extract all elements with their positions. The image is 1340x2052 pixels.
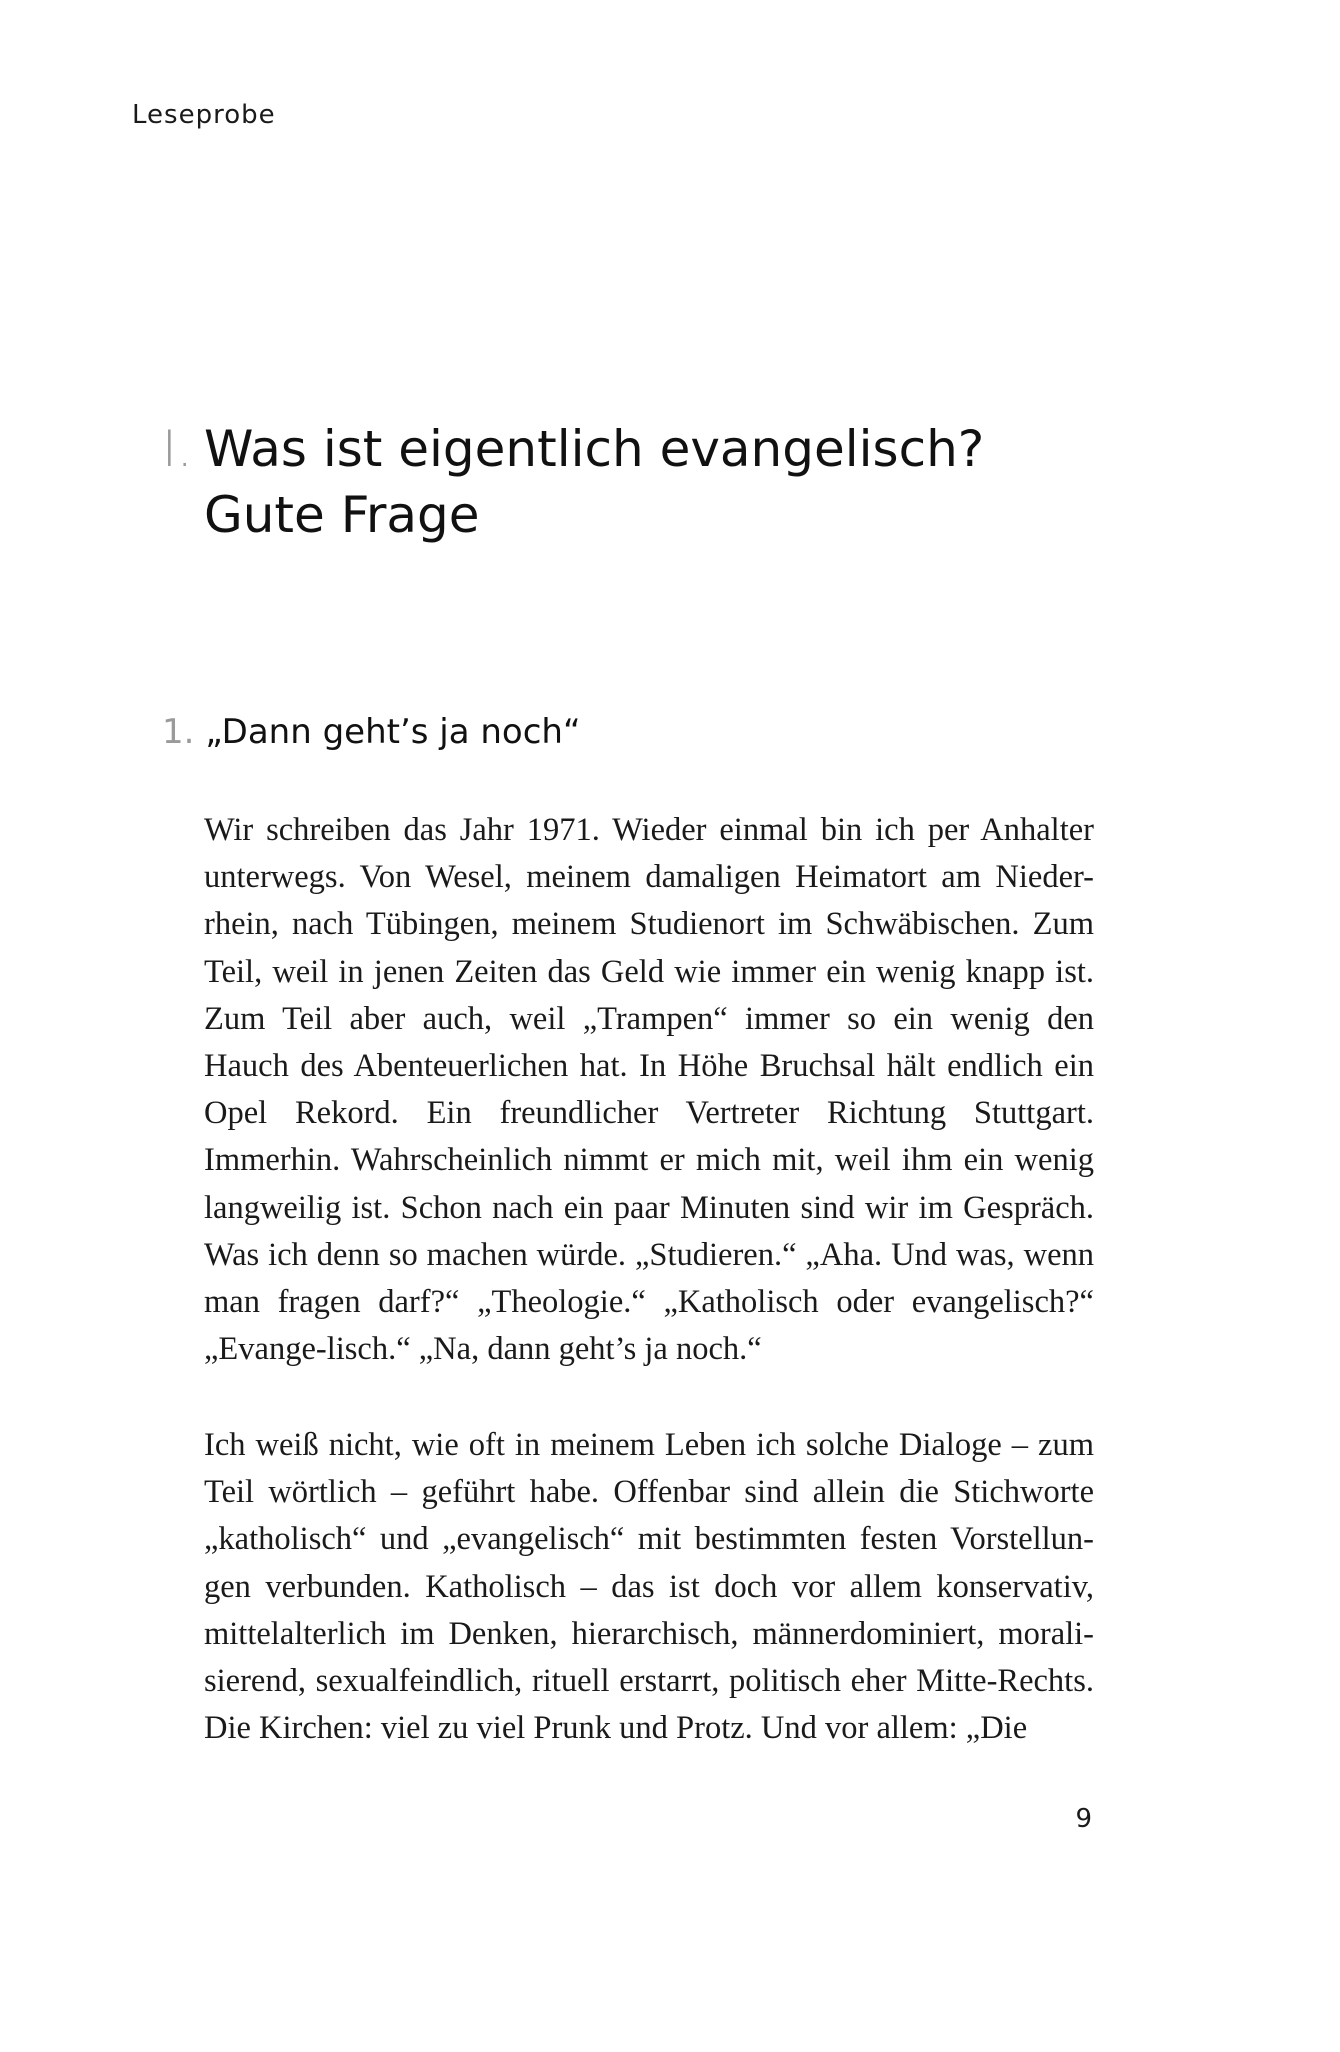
chapter-title-line-1: Was ist eigentlich evangelisch? [204,420,985,478]
chapter-heading [162,416,1084,548]
chapter-number: I. [162,420,193,478]
section-heading [162,710,581,754]
body-paragraph-2: Ich weiß nicht, wie oft in meinem Leben ich solche Dialoge – zum Teil wörtlich – geführt habe. Offenbar sind allein die Stichworte „katholisch“ und „evangelisch“ mit bestimmten festen Vorstellun-gen verbunden. Katholisch – das ist doch vor allem konservativ, mittelalterlich im Denken, hierarchisch, männerdominiert, morali-sierend, sexualfeindlich, rituell erstarrt, politisch eher Mitte-Rechts. Die Kirchen: viel zu viel Prunk und Protz. Und vor allem: „Die [204,1427,1094,1747]
chapter-title [204,416,1084,548]
chapter-title-line-2: Gute Frage [204,486,480,544]
running-head: Leseprobe [132,100,276,130]
page-number: 9 [1075,1804,1092,1834]
section-number: 1. [162,712,195,752]
section-title: „Dann geht’s ja noch“ [205,712,581,752]
body-paragraph-1: Wir schreiben das Jahr 1971. Wieder einmal bin ich per Anhalter unterwegs. Von Wesel, meinem damaligen Heimatort am Nieder-rhein, nach Tübingen, meinem Studienort im Schwäbischen. Zum Teil, weil in jenen Zeiten das Geld wie immer ein wenig knapp ist. Zum Teil aber auch, weil „Trampen“ immer so ein wenig den Hauch des Abenteuerlichen hat. In Höhe Bruchsal hält endlich ein Opel Rekord. Ein freundlicher Vertreter Richtung Stuttgart. Immerhin. Wahrscheinlich nimmt er mich mit, weil ihm ein wenig langweilig ist. Schon nach ein paar Minuten sind wir im Gespräch. Was ich denn so machen würde. „Studieren.“ „Aha. Und was, wenn man fragen darf?“ „Theologie.“ „Katholisch oder evangelisch?“ „Evange-lisch.“ „Na, dann geht’s ja noch.“ [204,812,1094,1368]
